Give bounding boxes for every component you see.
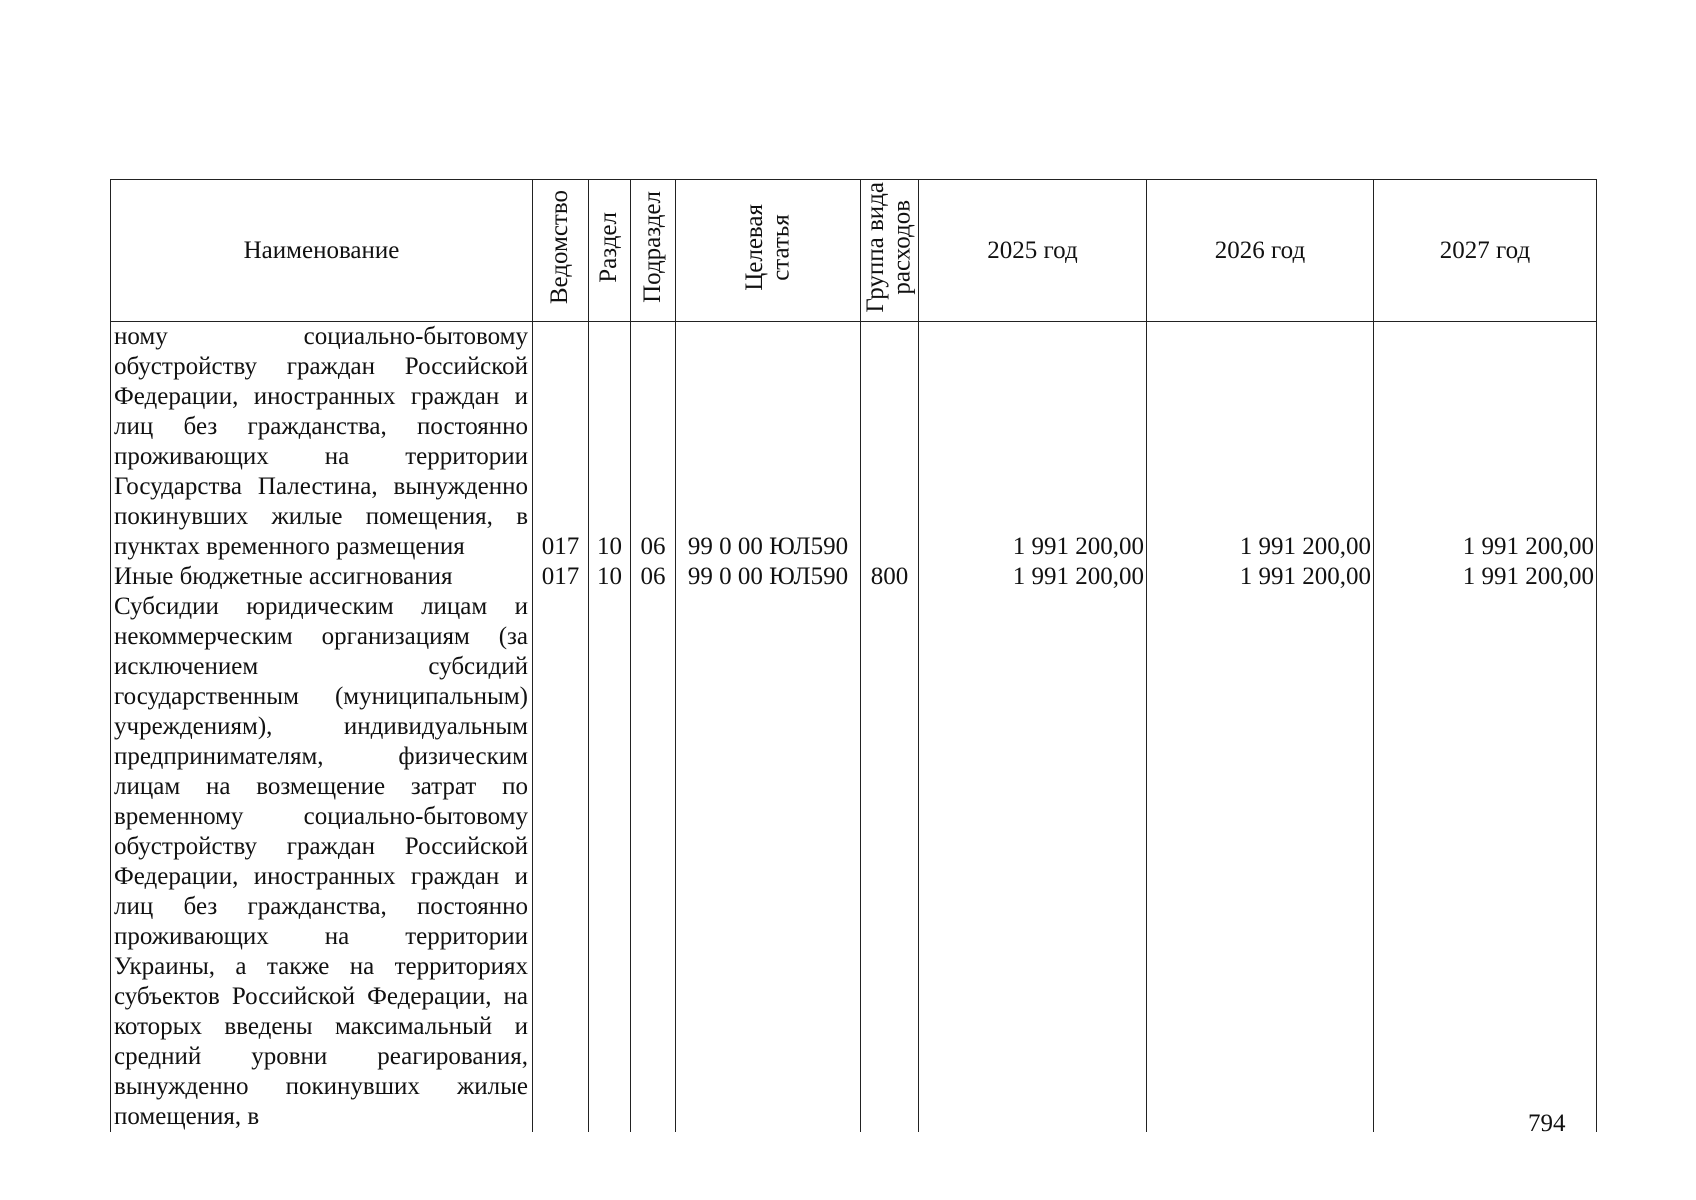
row-subsection — [631, 592, 676, 1132]
row-target-article: 99 0 00 ЮЛ590 — [676, 562, 861, 592]
header-year-2026: 2026 год — [1147, 180, 1374, 322]
row-department: 017 — [533, 562, 589, 592]
row-amount-2027: 1 991 200,00 — [1374, 562, 1597, 592]
row-name: Иные бюджетные ассигнования — [111, 562, 533, 592]
row-amount-2025: 1 991 200,00 — [919, 562, 1147, 592]
row-amount-2027: 1 991 200,00 — [1374, 322, 1597, 563]
row-amount-2026: 1 991 200,00 — [1147, 322, 1374, 563]
row-subsection: 06 — [631, 322, 676, 563]
row-section: 10 — [589, 322, 631, 563]
row-amount-2026: 1 991 200,00 — [1147, 562, 1374, 592]
row-amount-2025: 1 991 200,00 — [919, 322, 1147, 563]
header-year-2025: 2025 год — [919, 180, 1147, 322]
table-row — [111, 562, 1597, 592]
row-target-article — [676, 592, 861, 1132]
row-section — [589, 592, 631, 1132]
header-expense-group: Группа вида расходов — [861, 180, 919, 322]
row-amount-2026 — [1147, 592, 1374, 1132]
row-expense-group — [861, 592, 919, 1132]
budget-table — [110, 179, 1597, 1132]
header-name: Наименование — [111, 180, 533, 322]
row-name: Субсидии юридическим лицам и некоммерческим организациям (за исключением субсидий государственным (муниципальным) учреждениям), индивидуальным предпринимателям, физическим лицам на возмещение затрат по временному социально-бытовому обустройству граждан Российской Федерации, иностранных граждан и лиц без гражданства, постоянно проживающих на территории Украины, а также на территориях субъектов Российской Федерации, на которых введены максимальный и средний уровни реагирования, вынужденно покинувших жилые помещения, в — [111, 592, 533, 1132]
header-subsection: Подраздел — [631, 180, 676, 322]
page-number: 794 — [1528, 1110, 1566, 1137]
table-row — [111, 322, 1597, 563]
row-department — [533, 592, 589, 1132]
row-expense-group: 800 — [861, 562, 919, 592]
row-target-article: 99 0 00 ЮЛ590 — [676, 322, 861, 563]
row-amount-2027 — [1374, 592, 1597, 1132]
row-name: ному социально-бытовому обустройству граждан Российской Федерации, иностранных граждан и лиц без гражданства, постоянно проживающих на территории Государства Палестина, вынужденно покинувших жилые помещения, в пунктах временного размещения — [111, 322, 533, 563]
row-section: 10 — [589, 562, 631, 592]
header-department: Ведомство — [533, 180, 589, 322]
table-header — [111, 180, 1597, 322]
header-section: Раздел — [589, 180, 631, 322]
row-subsection: 06 — [631, 562, 676, 592]
row-department: 017 — [533, 322, 589, 563]
row-expense-group — [861, 322, 919, 563]
header-year-2027: 2027 год — [1374, 180, 1597, 322]
row-amount-2025 — [919, 592, 1147, 1132]
header-target-article: Целевая статья — [676, 180, 861, 322]
table-row — [111, 592, 1597, 1132]
